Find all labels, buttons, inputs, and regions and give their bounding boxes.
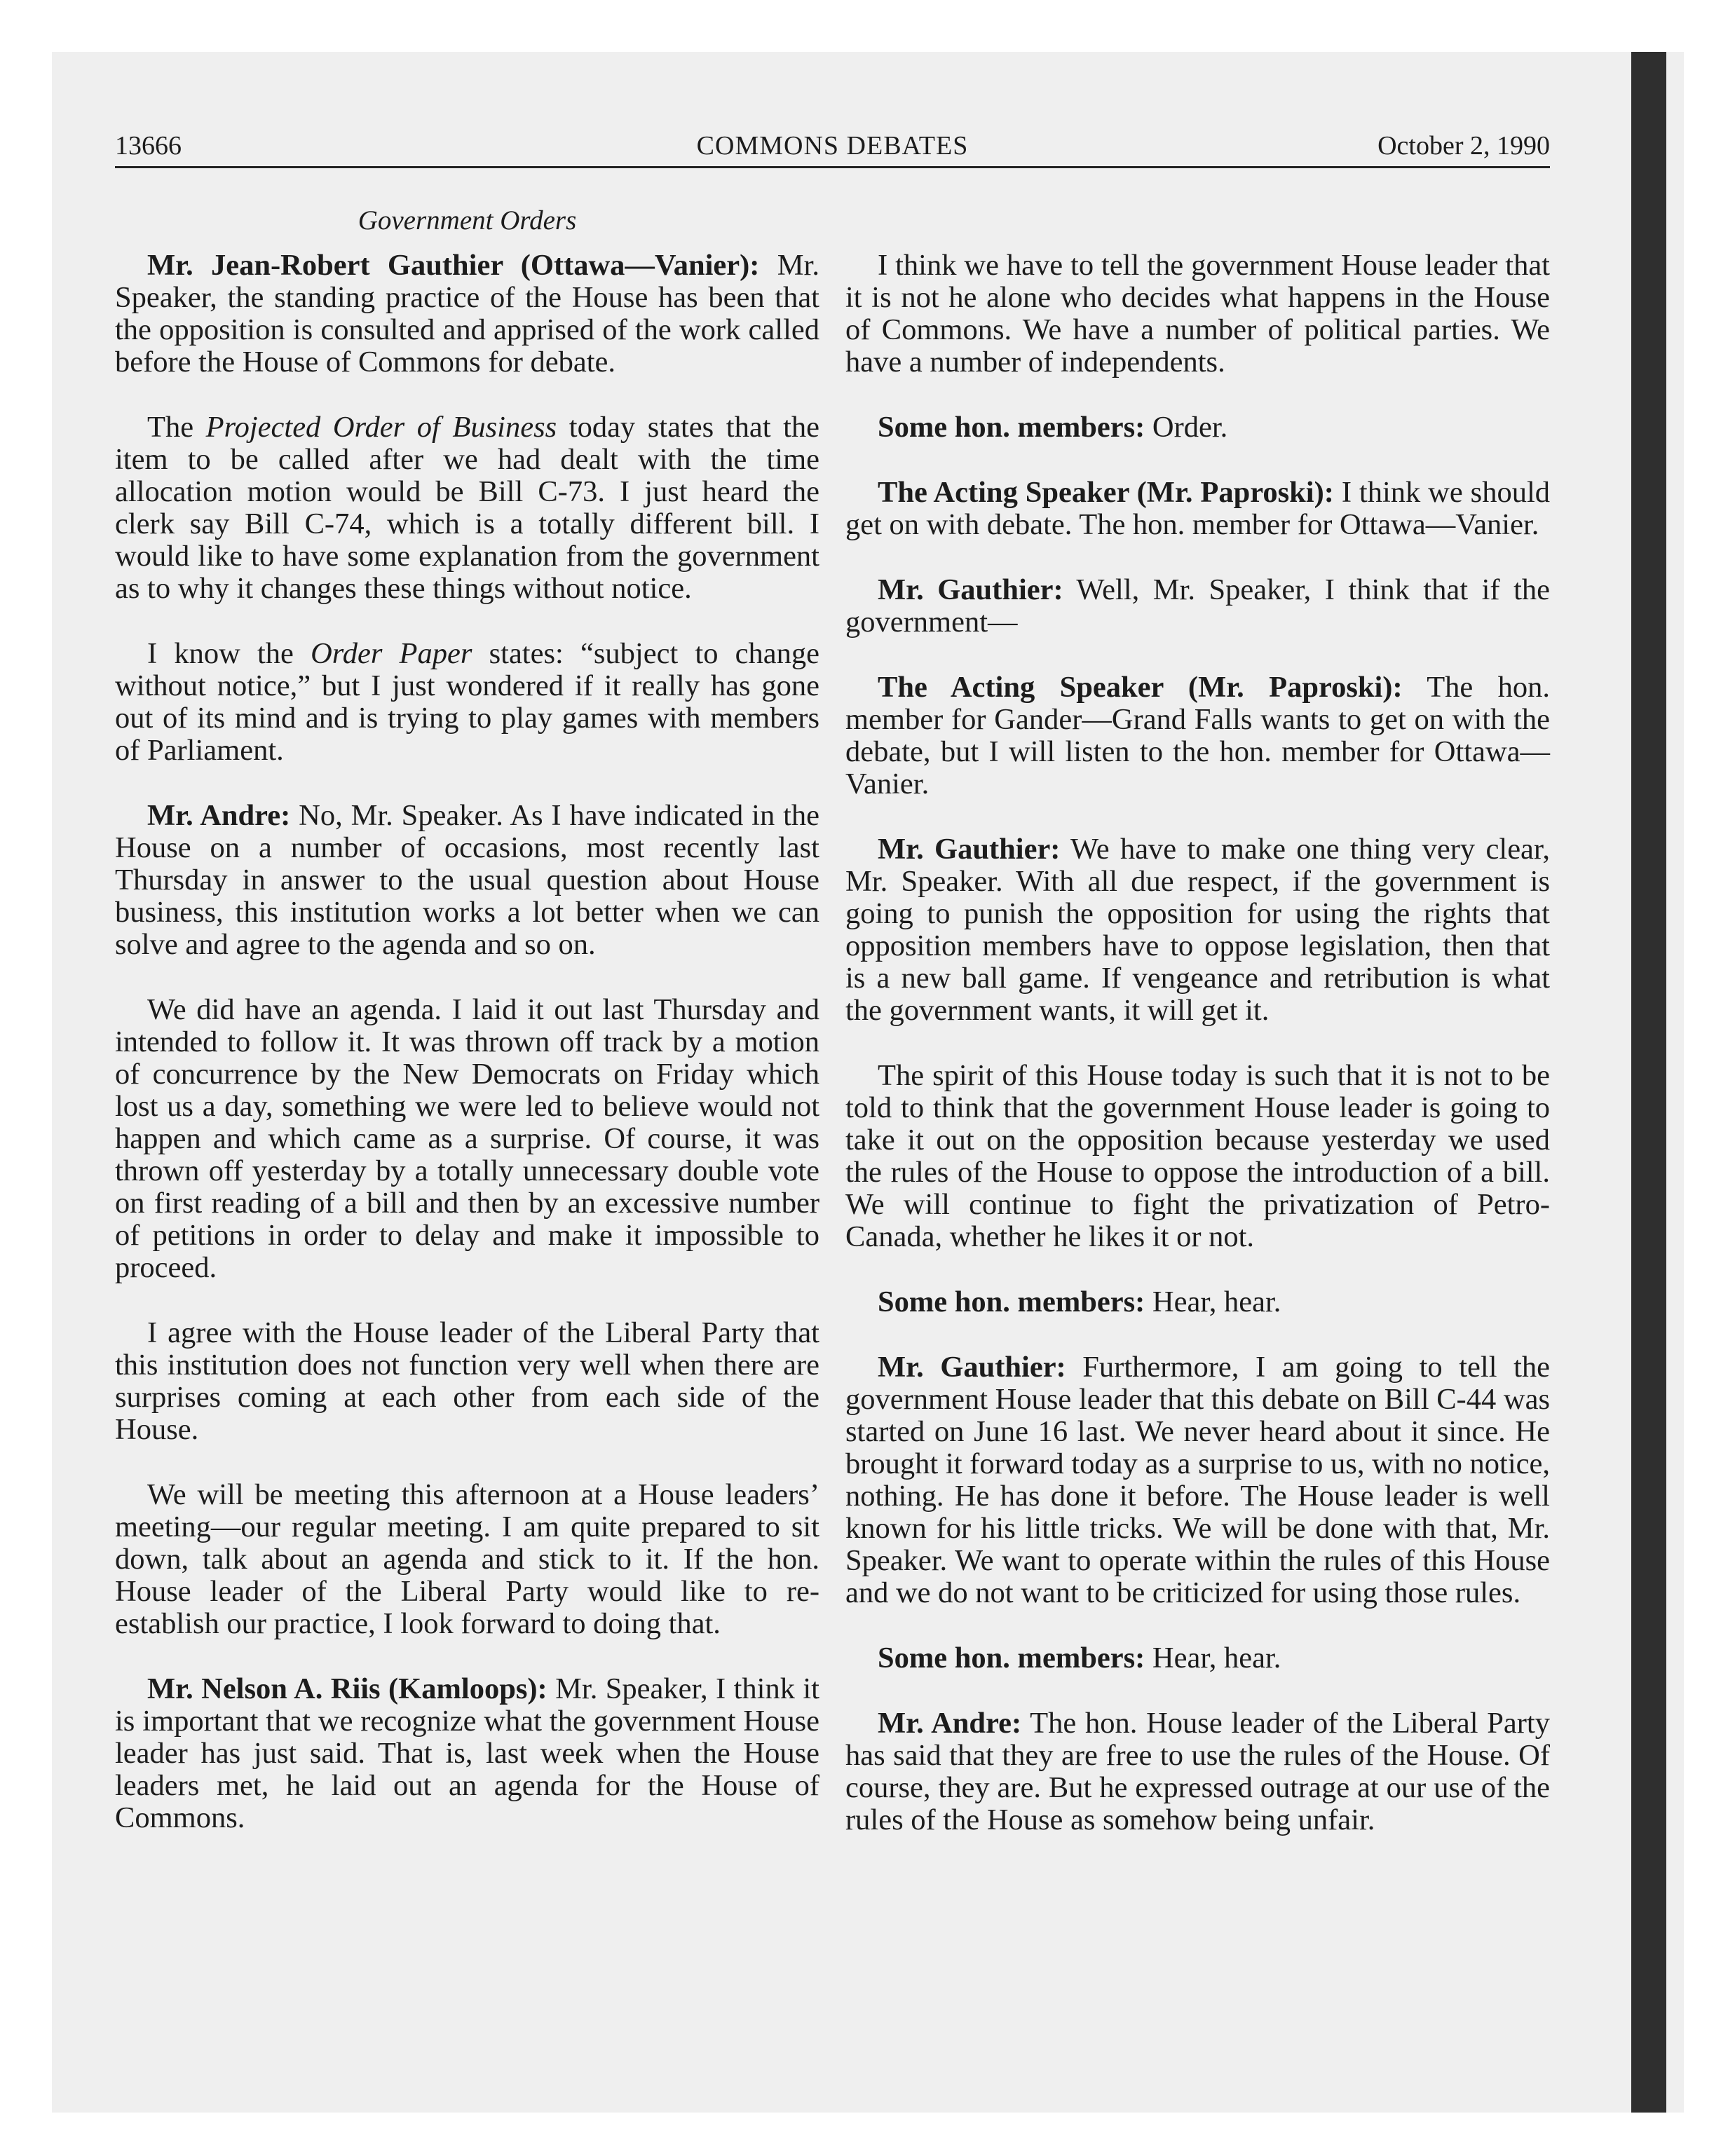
- paragraph: [115, 411, 819, 605]
- paragraph-text: The: [147, 411, 206, 444]
- paragraph-text: Hear, hear.: [1145, 1642, 1281, 1674]
- paragraph-text: today states that the item to be called after we had dealt with the time allocation motion would be Bill C-73. I just heard the clerk say Bill C-74, which is a totally different bill. I would like to have some explanation from the government as to why it changes these things without notice.: [115, 411, 820, 605]
- paragraph-text: The hon. member for Gander—Grand Falls wants to get on with the debate, but I will listen to the hon. member for Ottawa—Vanier.: [845, 671, 1550, 800]
- paragraph-text: The hon. House leader of the Liberal Party has said that they are free to use the rules of the House. Of course, they are. But he expressed outrage at our use of the rules of the House as somehow being unfair.: [845, 1707, 1550, 1836]
- italic-title: Order Paper: [311, 637, 472, 670]
- paragraph-text: states: “subject to change without notice,” but I just wondered if it really has gone out of its mind and is trying to play games with members of Parliament.: [115, 637, 820, 767]
- paragraph: [845, 411, 1550, 444]
- paragraph-text: Mr. Speaker, the standing practice of the House has been that the opposition is consulted and apprised of the work called before the House of Commons for debate.: [115, 249, 819, 378]
- paragraph: [845, 1642, 1550, 1674]
- header-rule: [115, 166, 1550, 168]
- paragraph: [115, 994, 819, 1284]
- paragraph: [115, 250, 819, 378]
- speaker-name: Some hon. members:: [878, 1642, 1145, 1674]
- speaker-name: Some hon. members:: [878, 411, 1145, 444]
- paragraph: [845, 1060, 1550, 1253]
- speaker-name: Mr. Gauthier:: [878, 833, 1061, 866]
- paragraph-text: We will be meeting this afternoon at a House leaders’ meeting—our regular meeting. I am quite prepared to sit down, talk about an agenda and stick to it. If the hon. House leader of the Liberal Party would like to re-establish our practice, I look forward to doing that.: [115, 1478, 819, 1640]
- speaker-name: Some hon. members:: [878, 1285, 1145, 1318]
- paragraph: [115, 1673, 819, 1834]
- speaker-name: Mr. Andre:: [147, 799, 291, 832]
- speaker-name: Mr. Nelson A. Riis (Kamloops):: [147, 1672, 547, 1705]
- paragraph-text: No, Mr. Speaker. As I have indicated in the House on a number of occasions, most recently last Thursday in answer to the usual question about House business, this institution works a lot better when we can solve and agree to the agenda and so on.: [115, 799, 819, 961]
- paragraph-text: Hear, hear.: [1145, 1285, 1281, 1318]
- speaker-name: Mr. Jean-Robert Gauthier (Ottawa—Vanier):: [147, 249, 760, 282]
- paragraph-text: I know the: [147, 637, 311, 670]
- paragraph: [115, 1479, 819, 1640]
- speaker-name: The Acting Speaker (Mr. Paproski):: [878, 476, 1334, 509]
- paragraph-text: I agree with the House leader of the Liberal Party that this institution does not function very well when there are surprises coming at each other from each side of the House.: [115, 1316, 819, 1446]
- paragraph: [845, 477, 1550, 541]
- paragraph: [845, 1286, 1550, 1318]
- speaker-name: Mr. Gauthier:: [878, 1351, 1066, 1384]
- right-column: [845, 250, 1550, 1836]
- binding-edge: [1631, 52, 1666, 2113]
- left-column: [115, 250, 819, 1834]
- page-number: 13666: [115, 131, 182, 161]
- paragraph: [115, 638, 819, 767]
- speaker-name: Mr. Andre:: [878, 1707, 1022, 1740]
- paragraph: [845, 1351, 1550, 1609]
- paragraph: [845, 833, 1550, 1027]
- speaker-name: Mr. Gauthier:: [878, 573, 1063, 606]
- paragraph-text: Order.: [1145, 411, 1228, 444]
- paragraph: [845, 574, 1550, 639]
- speaker-name: The Acting Speaker (Mr. Paproski):: [878, 671, 1403, 704]
- paragraph: [845, 250, 1550, 378]
- paragraph: [845, 1707, 1550, 1836]
- publication-title: COMMONS DEBATES: [696, 131, 969, 161]
- paragraph-text: We did have an agenda. I laid it out last Thursday and intended to follow it. It was thrown off track by a motion of concurrence by the New Democrats on Friday which lost us a day, something we were led to believe would not happen and which came as a surprise. Of course, it was thrown off yesterday by a totally unnecessary double vote on first reading of a bill and then by an excessive number of petitions in order to delay and make it impossible to proceed.: [115, 993, 819, 1284]
- paragraph-text: Mr. Speaker, I think it is important that we recognize what the government House leader has just said. That is, last week when the House leaders met, he laid out an agenda for the House of Commons.: [115, 1672, 819, 1834]
- section-title: Government Orders: [358, 205, 577, 236]
- paragraph-text: The spirit of this House today is such that it is not to be told to think that the government House leader is going to take it out on the opposition because yesterday we used the rules of the House to oppose the introduction of a bill. We will continue to fight the privatization of Petro-Canada, whether he likes it or not.: [845, 1059, 1550, 1253]
- paragraph: [115, 800, 819, 961]
- paragraph-text: We have to make one thing very clear, Mr. Speaker. With all due respect, if the government is going to punish the opposition for using the rights that opposition members have to oppose legislation, then that is a new ball game. If vengeance and retribution is what the government wants, it will get it.: [845, 833, 1550, 1027]
- paragraph-text: I think we should get on with debate. The hon. member for Ottawa—Vanier.: [845, 476, 1550, 541]
- paragraph-text: Furthermore, I am going to tell the government House leader that this debate on Bill C-44 was started on June 16 last. We never heard about it since. He brought it forward today as a surprise to us, with no notice, nothing. He has done it before. The House leader is well known for his little tricks. We will be done with that, Mr. Speaker. We want to operate within the rules of this House and we do not want to be criticized for using those rules.: [845, 1351, 1551, 1609]
- paragraph-text: Well, Mr. Speaker, I think that if the government—: [845, 573, 1551, 639]
- paragraph-text: I think we have to tell the government House leader that it is not he alone who decides what happens in the House of Commons. We have a number of political parties. We have a number of independents.: [845, 249, 1550, 378]
- paragraph: [845, 671, 1550, 800]
- publication-date: October 2, 1990: [1377, 131, 1550, 161]
- page-header: [115, 125, 1550, 167]
- paragraph: [115, 1317, 819, 1446]
- italic-title: Projected Order of Business: [205, 411, 557, 444]
